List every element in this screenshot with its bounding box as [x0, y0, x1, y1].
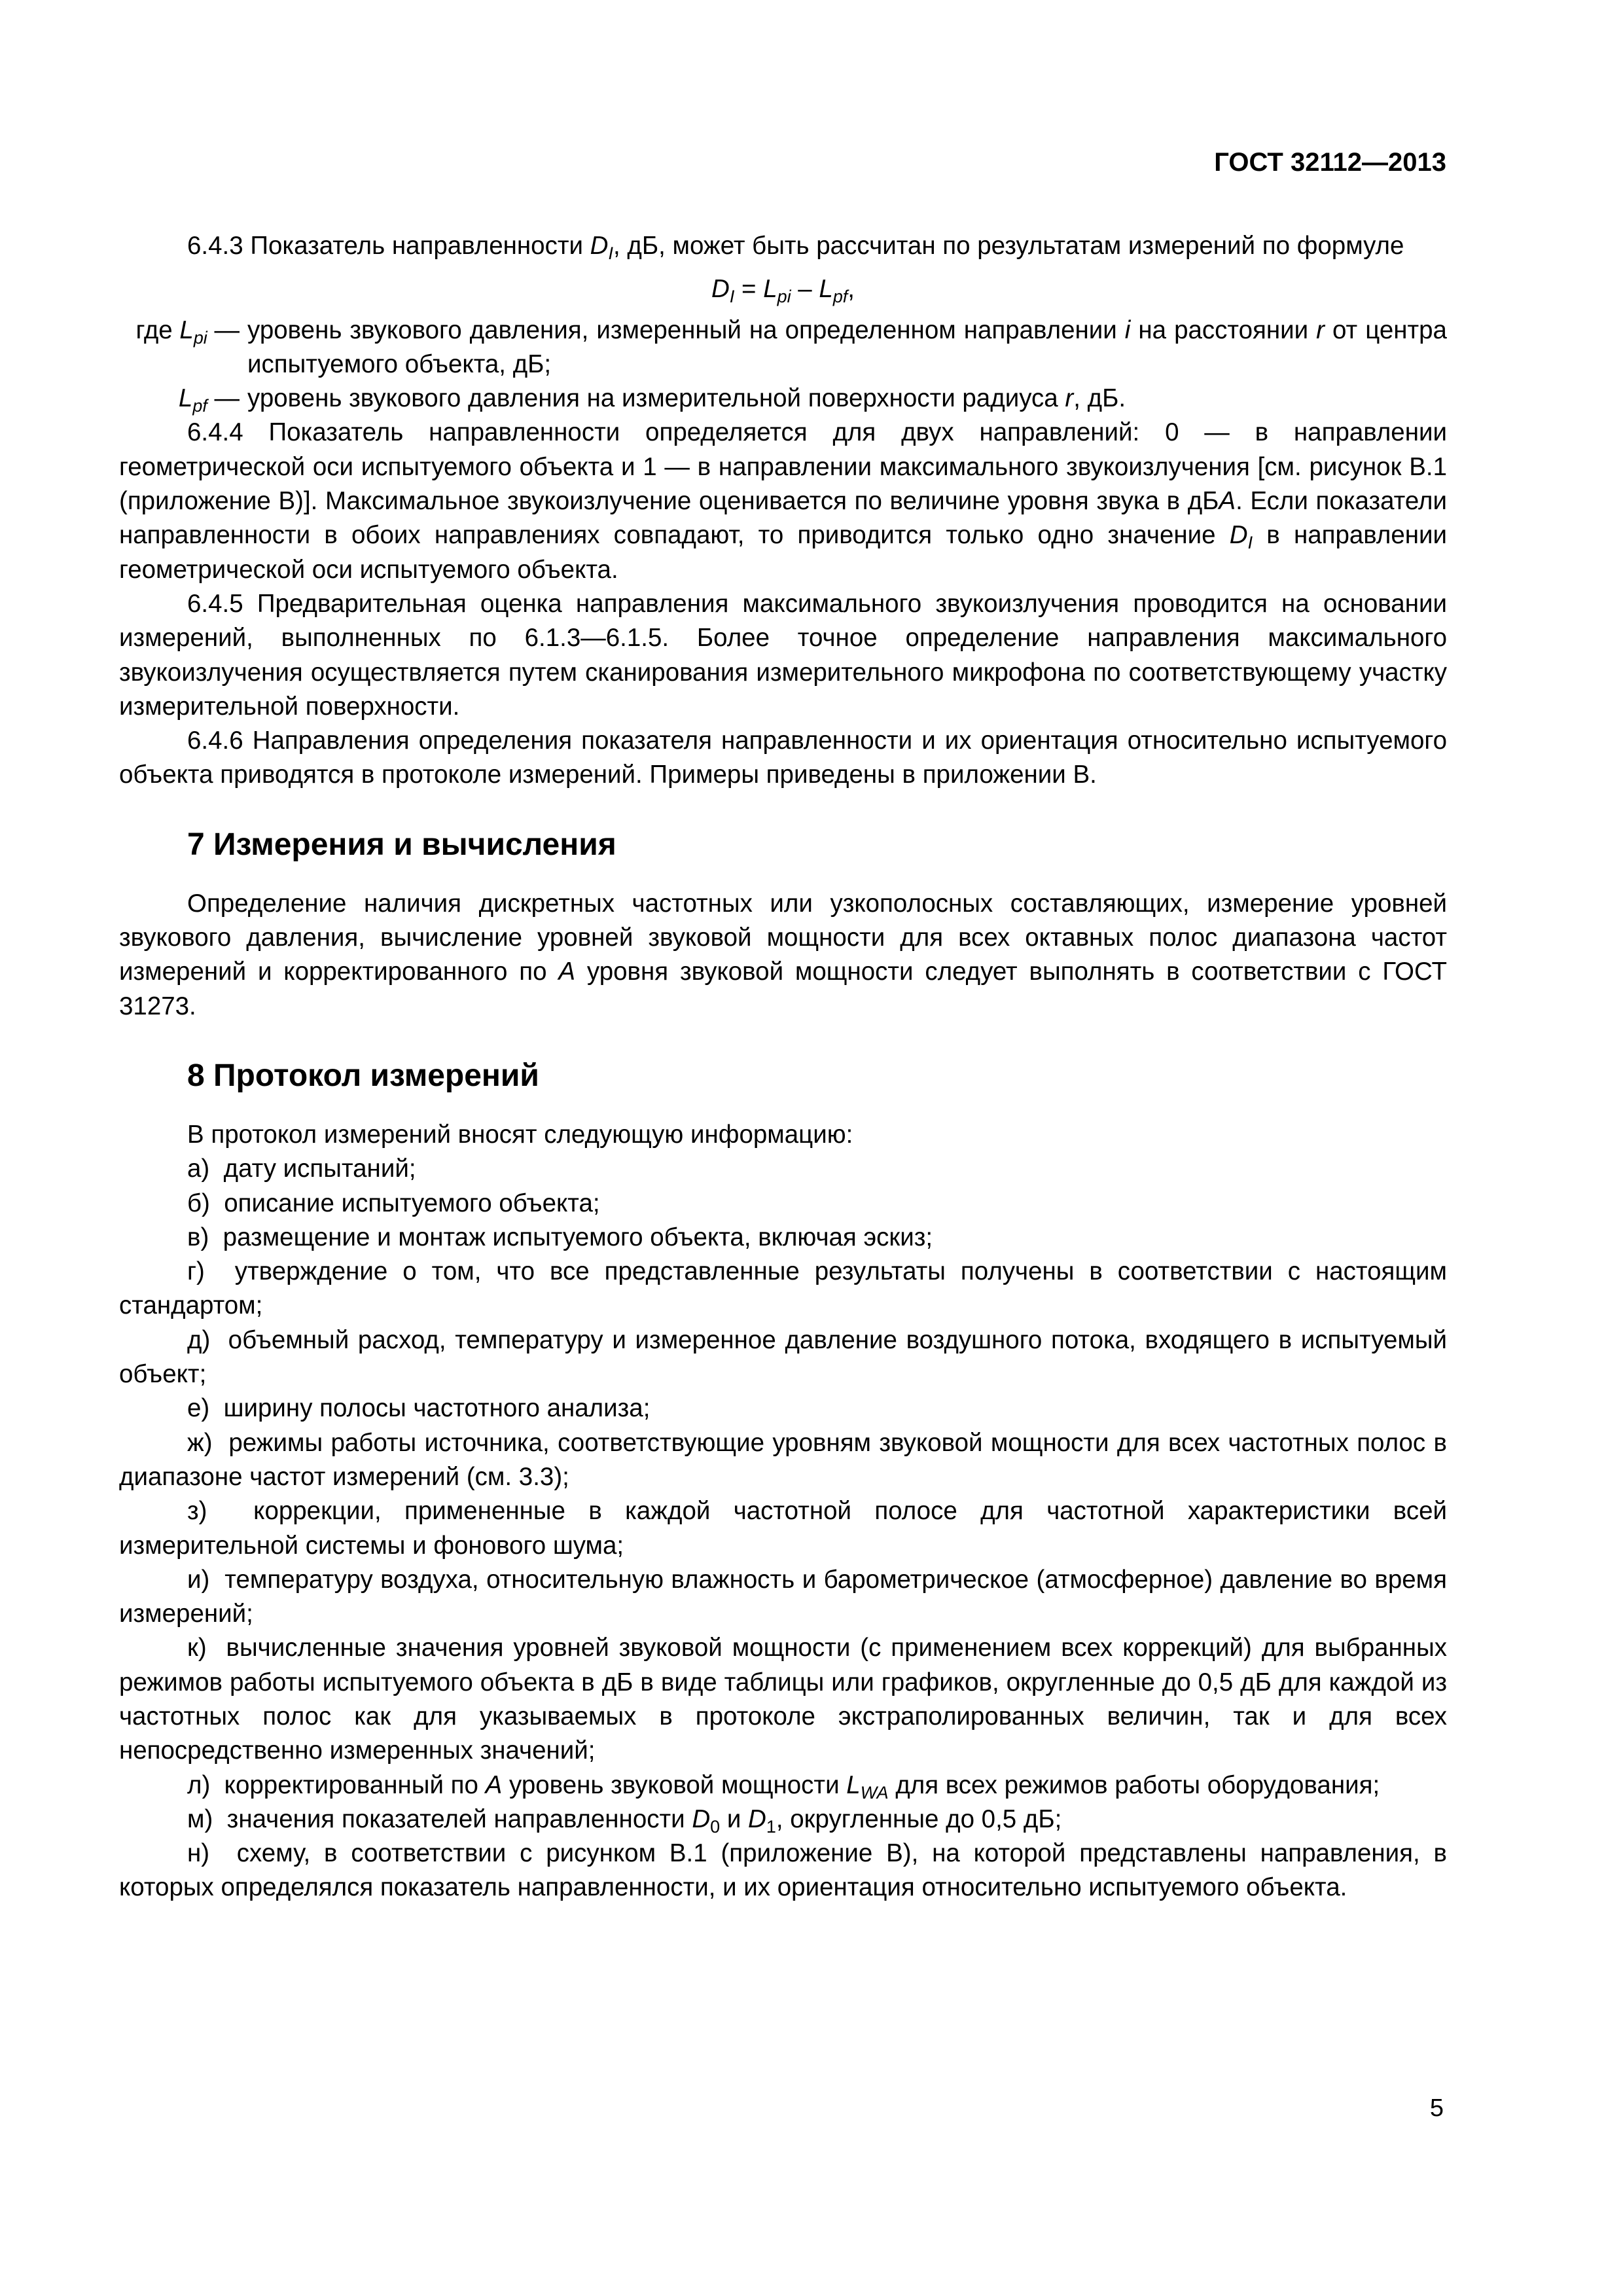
clause-6-4-6: 6.4.6 Направления определения показателя направленности и их ориентация относительно испытуемого объекта приводятся в протоколе измерений. Примеры приведены в приложении В.: [119, 726, 1447, 789]
list-item: и) температуру воздуха, относительную влажность и барометрическое (атмосферное) давление во время измерений;: [119, 1565, 1447, 1628]
document-id-header: ГОСТ 32112—2013: [1214, 148, 1446, 177]
list-item: г) утверждение о том, что все представленные результаты получены в соответствии с настоящим стандартом;: [119, 1257, 1447, 1320]
list-item: е) ширину полосы частотного анализа;: [187, 1394, 651, 1423]
section-8-heading: 8 Протокол измерений: [187, 1058, 539, 1093]
list-item: а) дату испытаний;: [187, 1155, 416, 1183]
clause-6-4-4: 6.4.4 Показатель направленности определяется для двух направлений: 0 — в направлении геометрической оси испытуемого объекта и 1 — в направлении максимального звукоизлучения [см. рисунок В.1 (приложение В)]. Максимальное звукоизлучение оценивается по величине уровня звука в дБA. Если показатели направленности в обоих направлениях совпадают, то приводится только одно значение $D_I$ в направлении геометрической оси испытуемого объекта.: [119, 418, 1448, 584]
section-7-heading: 7 Измерения и вычисления: [187, 827, 616, 862]
list-item: д) объемный расход, температуру и измеренное давление воздушного потока, входящего в испытуемый объект;: [119, 1325, 1447, 1389]
section-7-text: Определение наличия дискретных частотных или узкополосных составляющих, измерение уровней звукового давления, вычисление уровней звуковой мощности для всех октавных полос диапазона частот измерений и корректированного по A уровня звуковой мощности следует выполнять в соответствии с ГОСТ 31273.: [119, 889, 1448, 1020]
legend-term-lpi: где $L_{pi}$ —: [135, 315, 240, 348]
list-item: б) описание испытуемого объекта;: [187, 1189, 600, 1217]
list-item: ж) режимы работы источника, соответствующие уровням звуковой мощности для всех частотных полос в диапазоне частот измерений (см. 3.3);: [119, 1428, 1447, 1491]
legend-def-lpf: уровень звукового давления на измерительной поверхности радиуса r, дБ.: [247, 384, 1126, 413]
formula-directivity: $D_I = L_{pi} - L_{pf}$,: [711, 275, 855, 307]
page-body: [119, 229, 1447, 1905]
section-8-intro: В протокол измерений вносят следующую информацию:: [187, 1120, 853, 1149]
page-number: 5: [1429, 2094, 1444, 2122]
list-item: н) схему, в соответствии с рисунком В.1 (приложение В), на которой представлены направления, в которых определялся показатель направленности, и их ориентация относительно испытуемого объекта.: [119, 1839, 1447, 1902]
list-item: к) вычисленные значения уровней звуковой мощности (с применением всех коррекций) для выбранных режимов работы испытуемого объекта в дБ в виде таблицы или графиков, округленные до 0,5 дБ для каждой из частотных полос как для указываемых в протоколе экстраполированных величин, так и для всех непосредственно измеренных значений;: [119, 1634, 1447, 1765]
list-item: л) корректированный по A уровень звуковой мощности $L_{WA}$ для всех режимов работы оборудования;: [187, 1770, 1380, 1803]
clause-6-4-5: 6.4.5 Предварительная оценка направления максимального звукоизлучения проводится на основании измерений, выполненных по 6.1.3—6.1.5. Более точное определение направления максимального звукоизлучения осуществляется путем сканирования измерительного микрофона по соответствующему участку измерительной поверхности.: [119, 589, 1447, 721]
list-item: м) значения показателей направленности $D_0$ и $D_1$, округленные до 0,5 дБ;: [187, 1804, 1062, 1837]
formula-legend: [119, 314, 1447, 416]
legend-term-lpf: $L_{pf}$ —: [178, 384, 240, 416]
clause-6-4-3: 6.4.3 Показатель направленности $D_I$, дБ, может быть рассчитан по результатам измерений по формуле: [187, 232, 1404, 264]
list-item: в) размещение и монтаж испытуемого объекта, включая эскиз;: [187, 1223, 933, 1251]
legend-def-lpi: уровень звукового давления, измеренный на определенном направлении i на расстоянии r от центра испытуемого объекта, дБ;: [247, 315, 1447, 378]
list-item: з) коррекции, примененные в каждой частотной полосе для частотной характеристики всей измерительной системы и фонового шума;: [119, 1497, 1447, 1560]
